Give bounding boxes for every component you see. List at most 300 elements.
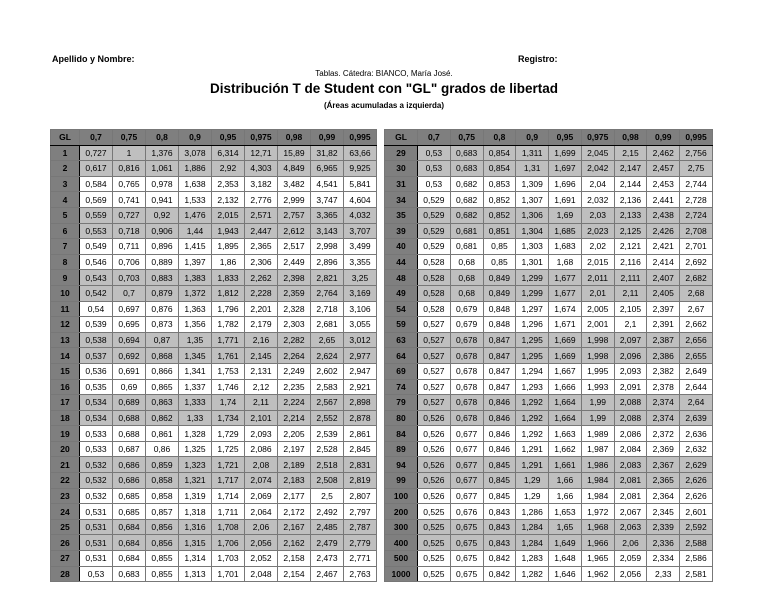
- table-cell: 0,69: [113, 379, 146, 395]
- table-cell: 0,856: [146, 535, 179, 551]
- row-header-gl: 49: [385, 285, 418, 301]
- table-cell: 0,87: [146, 332, 179, 348]
- table-cell: 1,35: [179, 332, 212, 348]
- row-header-gl: 13: [51, 332, 80, 348]
- table-cell: 2,083: [614, 457, 647, 473]
- table-cell: 2,756: [680, 145, 713, 161]
- table-cell: 1,286: [516, 504, 549, 520]
- table-cell: 15,89: [278, 145, 311, 161]
- table-cell: 2,407: [647, 270, 680, 286]
- table-cell: 0,676: [450, 504, 483, 520]
- column-header: 0,975: [581, 130, 614, 146]
- table-cell: 2,797: [344, 504, 377, 520]
- table-cell: 1,761: [212, 348, 245, 364]
- table-cell: 0,816: [113, 161, 146, 177]
- table-cell: 1,314: [179, 551, 212, 567]
- table-cell: 3,25: [344, 270, 377, 286]
- table-cell: 2,091: [614, 379, 647, 395]
- row-header-gl: 500: [385, 551, 418, 567]
- table-cell: 1,998: [581, 332, 614, 348]
- table-cell: 0,858: [146, 488, 179, 504]
- row-header-gl: 80: [385, 410, 418, 426]
- table-cell: 2,096: [614, 348, 647, 364]
- table-cell: 2,136: [614, 192, 647, 208]
- table-cell: 2,214: [278, 410, 311, 426]
- table-cell: 0,873: [146, 317, 179, 333]
- table-cell: 2,421: [647, 239, 680, 255]
- table-cell: 0,689: [113, 395, 146, 411]
- table-cell: 2,567: [311, 395, 344, 411]
- row-header-gl: 20: [51, 441, 80, 457]
- table-cell: 4,849: [278, 161, 311, 177]
- table-cell: 2,998: [311, 239, 344, 255]
- table-cell: 1,99: [581, 410, 614, 426]
- table-cell: 1,968: [581, 519, 614, 535]
- table-cell: 1,29: [516, 473, 549, 489]
- table-cell: 2,06: [614, 535, 647, 551]
- table-cell: 1,303: [516, 239, 549, 255]
- table-cell: 2,744: [680, 176, 713, 192]
- table-row: [51, 379, 377, 395]
- table-cell: 2,681: [311, 317, 344, 333]
- column-header: 0,99: [311, 130, 344, 146]
- table-cell: 3,482: [278, 176, 311, 192]
- table-cell: 2,831: [344, 457, 377, 473]
- table-cell: 1,661: [549, 457, 582, 473]
- table-cell: 0,53: [418, 145, 451, 161]
- table-cell: 1,987: [581, 441, 614, 457]
- table-cell: 1,363: [179, 301, 212, 317]
- table-cell: 0,675: [450, 535, 483, 551]
- table-cell: 0,525: [418, 535, 451, 551]
- table-cell: 2,896: [311, 254, 344, 270]
- table-cell: 2,386: [647, 348, 680, 364]
- table-cell: 2,264: [278, 348, 311, 364]
- table-cell: 1,972: [581, 504, 614, 520]
- table-cell: 2,626: [680, 488, 713, 504]
- table-cell: 0,876: [146, 301, 179, 317]
- table-cell: 2,201: [245, 301, 278, 317]
- table-cell: 2,387: [647, 332, 680, 348]
- table-cell: 0,686: [113, 457, 146, 473]
- table-cell: 0,679: [450, 317, 483, 333]
- table-row: [385, 254, 713, 270]
- table-cell: 0,848: [483, 301, 516, 317]
- table-cell: 1,318: [179, 504, 212, 520]
- table-cell: 2,649: [680, 363, 713, 379]
- table-cell: 2,001: [581, 317, 614, 333]
- row-header-gl: 39: [385, 223, 418, 239]
- table-cell: 1,649: [549, 535, 582, 551]
- table-cell: 1,714: [212, 488, 245, 504]
- row-header-gl: 40: [385, 239, 418, 255]
- table-cell: 0,906: [146, 223, 179, 239]
- table-cell: 3,182: [245, 176, 278, 192]
- row-header-gl: 26: [51, 535, 80, 551]
- table-cell: 0,847: [483, 379, 516, 395]
- table-row: [385, 363, 713, 379]
- table-cell: 0,531: [80, 504, 113, 520]
- table-cell: 0,849: [483, 285, 516, 301]
- table-cell: 1,295: [516, 332, 549, 348]
- table-cell: 1,341: [179, 363, 212, 379]
- table-cell: 0,845: [483, 457, 516, 473]
- table-cell: 2,764: [311, 285, 344, 301]
- table-cell: 2,583: [311, 379, 344, 395]
- table-cell: 1,533: [179, 192, 212, 208]
- table-row: [385, 176, 713, 192]
- table-cell: 2,447: [245, 223, 278, 239]
- table-cell: 0,54: [80, 301, 113, 317]
- table-cell: 0,539: [80, 317, 113, 333]
- table-cell: 0,525: [418, 551, 451, 567]
- table-cell: 0,852: [483, 192, 516, 208]
- table-cell: 1,943: [212, 223, 245, 239]
- table-row: [51, 363, 377, 379]
- table-cell: 1,986: [581, 457, 614, 473]
- table-cell: 2,306: [245, 254, 278, 270]
- table-cell: 0,529: [418, 192, 451, 208]
- table-cell: 0,537: [80, 348, 113, 364]
- table-cell: 1,66: [549, 488, 582, 504]
- table-cell: 2,093: [245, 426, 278, 442]
- table-cell: 0,525: [418, 519, 451, 535]
- table-cell: 0,53: [80, 566, 113, 582]
- table-cell: 0,92: [146, 207, 179, 223]
- table-cell: 1,33: [179, 410, 212, 426]
- table-cell: 1,306: [516, 207, 549, 223]
- table-cell: 2,586: [680, 551, 713, 567]
- table-cell: 0,695: [113, 317, 146, 333]
- table-cell: 2,056: [245, 535, 278, 551]
- table-cell: 2,517: [278, 239, 311, 255]
- table-cell: 2,086: [245, 441, 278, 457]
- table-row: [51, 270, 377, 286]
- header-row: [51, 130, 377, 146]
- table-row: [51, 566, 377, 582]
- table-cell: 1,753: [212, 363, 245, 379]
- table-cell: 2,121: [614, 239, 647, 255]
- table-cell: 1,782: [212, 317, 245, 333]
- table-cell: 1,372: [179, 285, 212, 301]
- table-cell: 2,624: [311, 348, 344, 364]
- table-cell: 4,541: [311, 176, 344, 192]
- table-cell: 1: [113, 145, 146, 161]
- table-row: [51, 395, 377, 411]
- table-cell: 2,378: [647, 379, 680, 395]
- table-cell: 0,532: [80, 457, 113, 473]
- table-cell: 0,527: [418, 317, 451, 333]
- table-cell: 0,845: [483, 473, 516, 489]
- table-cell: 0,527: [418, 332, 451, 348]
- column-header: 0,98: [614, 130, 647, 146]
- table-cell: 2,67: [680, 301, 713, 317]
- table-cell: 2,359: [278, 285, 311, 301]
- table-cell: 0,569: [80, 192, 113, 208]
- table-cell: 3,355: [344, 254, 377, 270]
- table-cell: 2,02: [581, 239, 614, 255]
- table-cell: 1,345: [179, 348, 212, 364]
- table-cell: 2,492: [311, 504, 344, 520]
- table-cell: 2,626: [680, 473, 713, 489]
- table-cell: 12,71: [245, 145, 278, 161]
- table-cell: 2,592: [680, 519, 713, 535]
- table-cell: 2,397: [647, 301, 680, 317]
- table-cell: 1,663: [549, 426, 582, 442]
- table-cell: 2,048: [245, 566, 278, 582]
- row-header-gl: 17: [51, 395, 80, 411]
- table-cell: 2,282: [278, 332, 311, 348]
- table-cell: 2,105: [614, 301, 647, 317]
- table-cell: 1,293: [516, 379, 549, 395]
- table-cell: 1,664: [549, 410, 582, 426]
- table-cell: 0,532: [80, 488, 113, 504]
- table-cell: 2,374: [647, 395, 680, 411]
- table-cell: 2,438: [647, 207, 680, 223]
- table-cell: 2,662: [680, 317, 713, 333]
- table-cell: 2,581: [680, 566, 713, 582]
- table-row: [385, 441, 713, 457]
- table-cell: 1,328: [179, 426, 212, 442]
- table-cell: 0,534: [80, 410, 113, 426]
- table-cell: 2,032: [581, 192, 614, 208]
- table-cell: 1,315: [179, 535, 212, 551]
- table-cell: 0,86: [146, 441, 179, 457]
- table-row: [51, 192, 377, 208]
- table-cell: 2,414: [647, 254, 680, 270]
- row-header-gl: 34: [385, 192, 418, 208]
- table-cell: 1,666: [549, 379, 582, 395]
- table-cell: 2,067: [614, 504, 647, 520]
- table-cell: 0,68: [450, 270, 483, 286]
- table-cell: 6,965: [311, 161, 344, 177]
- table-cell: 0,681: [450, 239, 483, 255]
- table-cell: 2,11: [245, 395, 278, 411]
- row-header-gl: 3: [51, 176, 80, 192]
- table-cell: 0,703: [113, 270, 146, 286]
- row-header-gl: 200: [385, 504, 418, 520]
- page-subtitle: (Áreas acumuladas a izquierda): [323, 101, 445, 110]
- table-cell: 2,01: [581, 285, 614, 301]
- table-cell: 0,889: [146, 254, 179, 270]
- table-cell: 2,65: [311, 332, 344, 348]
- table-cell: 0,677: [450, 441, 483, 457]
- table-cell: 6,314: [212, 145, 245, 161]
- table-cell: 1,696: [549, 176, 582, 192]
- table-cell: 2,334: [647, 551, 680, 567]
- table-row: [51, 519, 377, 535]
- table-row: [385, 332, 713, 348]
- table-cell: 0,682: [450, 207, 483, 223]
- table-cell: 2,235: [278, 379, 311, 395]
- table-cell: 2,372: [647, 426, 680, 442]
- row-header-gl: 7: [51, 239, 80, 255]
- table-cell: 0,678: [450, 363, 483, 379]
- table-cell: 1,677: [549, 270, 582, 286]
- table-cell: 2,228: [245, 285, 278, 301]
- table-cell: 2,75: [680, 161, 713, 177]
- table-cell: 1,729: [212, 426, 245, 442]
- row-header-gl: 300: [385, 519, 418, 535]
- row-header-gl: 27: [51, 551, 80, 567]
- table-cell: 2,045: [581, 145, 614, 161]
- table-cell: 2,921: [344, 379, 377, 395]
- table-cell: 0,865: [146, 379, 179, 395]
- table-row: [385, 161, 713, 177]
- table-cell: 2,172: [278, 504, 311, 520]
- row-header-gl: 54: [385, 301, 418, 317]
- table-cell: 0,526: [418, 457, 451, 473]
- table-cell: 1,65: [549, 519, 582, 535]
- table-cell: 0,584: [80, 176, 113, 192]
- table-cell: 0,678: [450, 395, 483, 411]
- table-cell: 2,177: [278, 488, 311, 504]
- table-cell: 2,632: [680, 441, 713, 457]
- table-row: [51, 426, 377, 442]
- table-cell: 3,365: [311, 207, 344, 223]
- table-cell: 0,534: [80, 395, 113, 411]
- table-cell: 0,847: [483, 363, 516, 379]
- table-cell: 2,819: [344, 473, 377, 489]
- table-row: [385, 348, 713, 364]
- column-header: 0,9: [179, 130, 212, 146]
- table-cell: 1,301: [516, 254, 549, 270]
- table-cell: 1,703: [212, 551, 245, 567]
- table-cell: 0,855: [146, 551, 179, 567]
- table-cell: 0,853: [483, 176, 516, 192]
- table-cell: 3,106: [344, 301, 377, 317]
- table-cell: 0,879: [146, 285, 179, 301]
- row-header-gl: 25: [51, 519, 80, 535]
- table-cell: 0,675: [450, 566, 483, 582]
- table-cell: 2,131: [245, 363, 278, 379]
- table-cell: 2,005: [581, 301, 614, 317]
- table-cell: 1,061: [146, 161, 179, 177]
- table-cell: 0,531: [80, 519, 113, 535]
- table-row: [385, 535, 713, 551]
- table-cell: 2,473: [311, 551, 344, 567]
- table-cell: 2,081: [614, 488, 647, 504]
- table-cell: 3,078: [179, 145, 212, 161]
- table-cell: 1,397: [179, 254, 212, 270]
- table-cell: 1,697: [549, 161, 582, 177]
- row-header-gl: 9: [51, 270, 80, 286]
- row-header-gl: 35: [385, 207, 418, 223]
- table-cell: 2,692: [680, 254, 713, 270]
- table-cell: 2,353: [212, 176, 245, 192]
- t-table-left: [50, 129, 377, 582]
- table-cell: 2,167: [278, 519, 311, 535]
- table-cell: 4,604: [344, 192, 377, 208]
- table-cell: 0,868: [146, 348, 179, 364]
- row-header-gl: 16: [51, 379, 80, 395]
- table-cell: 2,845: [344, 441, 377, 457]
- row-header-gl: 79: [385, 395, 418, 411]
- table-cell: 0,529: [418, 223, 451, 239]
- table-cell: 0,863: [146, 395, 179, 411]
- table-cell: 0,862: [146, 410, 179, 426]
- table-cell: 2,205: [278, 426, 311, 442]
- table-cell: 2,088: [614, 395, 647, 411]
- table-cell: 1,44: [179, 223, 212, 239]
- table-cell: 1,701: [212, 566, 245, 582]
- table-cell: 0,727: [113, 207, 146, 223]
- table-cell: 3,169: [344, 285, 377, 301]
- table-cell: 1,706: [212, 535, 245, 551]
- table-cell: 2,382: [647, 363, 680, 379]
- table-cell: 2,133: [614, 207, 647, 223]
- t-table-right: [384, 129, 713, 582]
- table-cell: 1,284: [516, 519, 549, 535]
- table-cell: 1,323: [179, 457, 212, 473]
- table-cell: 2,602: [311, 363, 344, 379]
- table-row: [385, 207, 713, 223]
- table-cell: 0,741: [113, 192, 146, 208]
- table-row: [385, 192, 713, 208]
- table-cell: 2,787: [344, 519, 377, 535]
- table-cell: 1,638: [179, 176, 212, 192]
- table-cell: 0,692: [113, 348, 146, 364]
- table-cell: 0,677: [450, 473, 483, 489]
- table-cell: 1,993: [581, 379, 614, 395]
- table-cell: 1,99: [581, 395, 614, 411]
- table-cell: 1,291: [516, 441, 549, 457]
- table-cell: 2,771: [344, 551, 377, 567]
- table-cell: 1,74: [212, 395, 245, 411]
- row-header-gl: 59: [385, 317, 418, 333]
- table-cell: 0,854: [483, 145, 516, 161]
- table-cell: 1,662: [549, 441, 582, 457]
- table-row: [51, 410, 377, 426]
- table-cell: 1,671: [549, 317, 582, 333]
- table-cell: 2,728: [680, 192, 713, 208]
- table-cell: 2,33: [647, 566, 680, 582]
- table-cell: 0,849: [483, 270, 516, 286]
- table-cell: 2,947: [344, 363, 377, 379]
- table-cell: 0,533: [80, 441, 113, 457]
- table-cell: 1,66: [549, 473, 582, 489]
- table-row: [385, 488, 713, 504]
- registro-label: Registro:: [518, 54, 558, 64]
- table-cell: 0,85: [483, 254, 516, 270]
- table-row: [51, 332, 377, 348]
- column-header: 0,99: [647, 130, 680, 146]
- table-cell: 0,683: [113, 566, 146, 582]
- table-row: [385, 145, 713, 161]
- table-cell: 0,683: [450, 145, 483, 161]
- table-cell: 3,012: [344, 332, 377, 348]
- table-cell: 0,527: [418, 379, 451, 395]
- table-cell: 0,846: [483, 395, 516, 411]
- table-cell: 2,398: [278, 270, 311, 286]
- table-cell: 1,669: [549, 348, 582, 364]
- table-cell: 2,571: [245, 207, 278, 223]
- table-row: [51, 285, 377, 301]
- table-cell: 3,747: [311, 192, 344, 208]
- table-cell: 2,1: [614, 317, 647, 333]
- row-header-gl: 8: [51, 254, 80, 270]
- row-header-gl: 44: [385, 254, 418, 270]
- table-cell: 0,684: [113, 551, 146, 567]
- table-cell: 0,854: [483, 161, 516, 177]
- table-cell: 1,282: [516, 566, 549, 582]
- row-header-gl: 29: [385, 145, 418, 161]
- table-cell: 0,727: [80, 145, 113, 161]
- table-row: [385, 395, 713, 411]
- table-cell: 1,998: [581, 348, 614, 364]
- table-cell: 2,144: [614, 176, 647, 192]
- table-row: [385, 566, 713, 582]
